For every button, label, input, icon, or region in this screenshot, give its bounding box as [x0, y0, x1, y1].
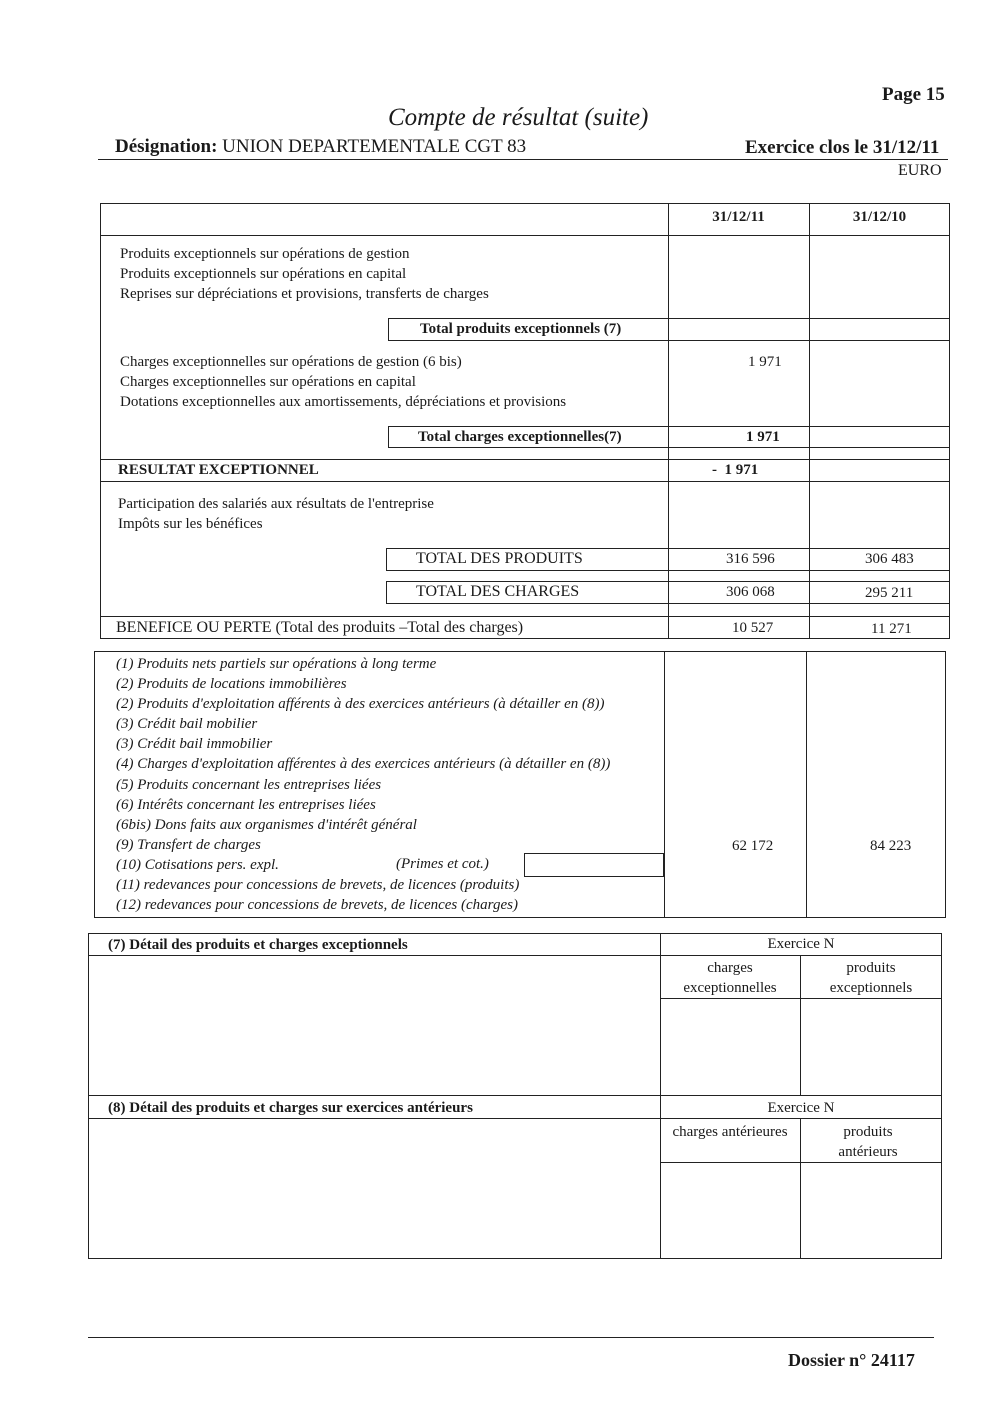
note-line: (3) Crédit bail mobilier — [116, 716, 258, 733]
designation-label: Désignation: — [115, 136, 218, 157]
rule — [388, 426, 389, 447]
detail7-col2: produits exceptionnels — [829, 960, 913, 996]
charges-exc-gestion-value: 1 971 — [748, 354, 782, 370]
benefice-label: BENEFICE OU PERTE (Total des produits –Total des charges) — [116, 619, 524, 636]
primes-label: (Primes et cot.) — [396, 856, 489, 872]
total-charges-exc-value: 1 971 — [746, 429, 780, 445]
notes-col-divider-1 — [664, 651, 665, 918]
total-charges-label: TOTAL DES CHARGES — [416, 583, 580, 600]
dotations-exc: Dotations exceptionnelles aux amortissements, dépréciations et provisions — [120, 394, 567, 410]
cotisations-box — [524, 853, 664, 877]
produits-exc-gestion: Produits exceptionnels sur opérations de gestion — [120, 246, 410, 262]
impots-benefices: Impôts sur les bénéfices — [118, 516, 263, 532]
note-line: (3) Crédit bail immobilier — [116, 736, 273, 753]
col-divider-1 — [668, 203, 669, 639]
note-line: (4) Charges d'exploitation afférentes à des exercices antérieurs (à détailler en (8)) — [116, 756, 611, 773]
currency-label: EURO — [898, 162, 942, 179]
dossier-number: Dossier n° 24117 — [788, 1350, 915, 1370]
note-line: (10) Cotisations pers. expl. — [116, 856, 279, 873]
header-rule — [98, 159, 948, 160]
designation — [115, 136, 526, 158]
detail7-col1: charges exceptionnelles — [683, 960, 777, 996]
transfert-previous: 84 223 — [870, 838, 912, 854]
transfert-current: 62 172 — [732, 838, 774, 854]
col-header-current: 31/12/11 — [712, 209, 765, 225]
rule — [88, 1118, 942, 1119]
rule — [88, 1095, 942, 1096]
page-title: Compte de résultat (suite) — [388, 104, 649, 131]
note-line: (6bis) Dons faits aux organismes d'intérêt général — [116, 816, 417, 833]
produits-exc-capital: Produits exceptionnels sur opérations en capital — [120, 266, 407, 282]
detail8-title: (8) Détail des produits et charges sur exercices antérieurs — [108, 1100, 473, 1116]
benefice-current: 10 527 — [732, 620, 774, 636]
note-line: (1) Produits nets partiels sur opérations à long terme — [116, 656, 437, 672]
benefice-previous: 11 271 — [871, 621, 912, 637]
rule — [386, 581, 387, 603]
detail7-title: (7) Détail des produits et charges exceptionnels — [108, 937, 408, 953]
participation-salaries: Participation des salariés aux résultats de l'entreprise — [118, 496, 434, 512]
note-line: (2) Produits de locations immobilières — [116, 676, 347, 693]
detail8-col2: produits antérieurs — [838, 1124, 898, 1160]
rule — [660, 998, 942, 999]
note-line: (6) Intérêts concernant les entreprises liées — [116, 796, 376, 813]
detail8-exercice: Exercice N — [767, 1100, 835, 1116]
col-divider-2 — [809, 203, 810, 639]
rule — [660, 1162, 942, 1163]
rule — [388, 318, 389, 340]
note-line: (12) redevances pour concessions de brevets, de licences (charges) — [116, 897, 518, 914]
rule — [88, 955, 942, 956]
rule — [800, 1118, 801, 1259]
total-produits-exc-label: Total produits exceptionnels (7) — [420, 321, 622, 337]
charges-exc-gestion: Charges exceptionnelles sur opérations de gestion (6 bis) — [120, 354, 462, 370]
note-line: (5) Produits concernant les entreprises liées — [116, 776, 382, 793]
footer-rule — [88, 1337, 934, 1338]
rule — [800, 955, 801, 1095]
header-row-rule — [100, 235, 950, 236]
page-number: Page 15 — [882, 84, 945, 105]
note-line: (2) Produits d'exploitation afférents à des exercices antérieurs (à détailler en (8)) — [116, 696, 605, 713]
rule — [386, 603, 950, 604]
rule — [100, 481, 950, 482]
exercice-label: Exercice clos le 31/12/11 — [745, 137, 940, 158]
designation-value: UNION DEPARTEMENTALE CGT 83 — [222, 136, 527, 157]
total-produits-previous: 306 483 — [865, 551, 914, 567]
total-produits-current: 316 596 — [726, 551, 775, 567]
col-header-previous: 31/12/10 — [852, 209, 907, 225]
detail-col-divider — [660, 933, 661, 1259]
charges-exc-capital: Charges exceptionnelles sur opérations en capital — [120, 374, 416, 390]
total-produits-label: TOTAL DES PRODUITS — [416, 550, 583, 567]
detail7-exercice: Exercice N — [767, 936, 835, 952]
rule — [100, 616, 950, 617]
notes-col-divider-2 — [806, 651, 807, 918]
total-charges-current: 306 068 — [726, 584, 775, 600]
note-line: (11) redevances pour concessions de brevets, de licences (produits) — [116, 877, 520, 894]
total-charges-exc-label: Total charges exceptionnelles(7) — [418, 429, 622, 445]
rule — [388, 447, 950, 448]
resultat-exceptionnel-label: RESULTAT EXCEPTIONNEL — [118, 462, 319, 478]
resultat-exceptionnel-value: - 1 971 — [712, 462, 759, 478]
rule — [388, 340, 950, 341]
rule — [386, 570, 950, 571]
note-line: (9) Transfert de charges — [116, 836, 261, 853]
rule — [386, 548, 387, 570]
reprises-provisions: Reprises sur dépréciations et provisions, transferts de charges — [120, 286, 489, 302]
total-charges-previous: 295 211 — [865, 585, 914, 601]
detail8-col1: charges antérieures — [672, 1124, 788, 1140]
